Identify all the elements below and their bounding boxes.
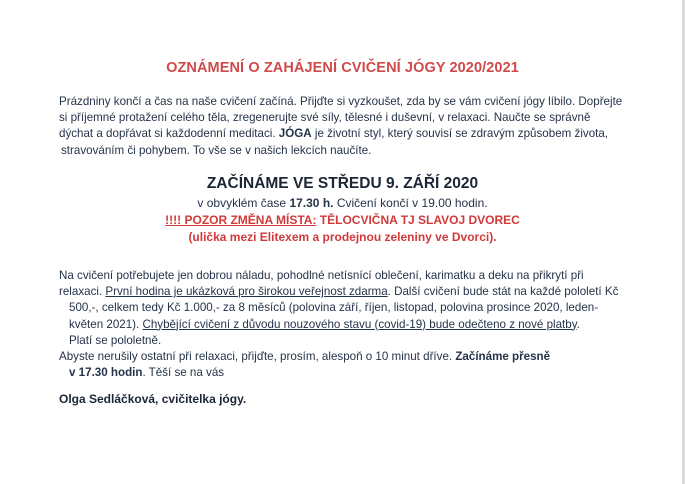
time-start: 17.30 h.	[289, 196, 334, 210]
info-line-3: 500,-, celkem tedy Kč 1.000,- za 8 měsíců (polovina září, říjen, listopad, polovina prosince 2020, leden-	[69, 301, 599, 315]
intro-line-3	[59, 126, 649, 142]
intro-line-3-start: dýchat a dopřávat si každodenní meditaci.	[59, 127, 279, 141]
start-exact-time: v 17.30 hodin	[69, 366, 143, 380]
info-line-5: Platí se pololetně.	[69, 333, 162, 347]
start-time	[0, 196, 685, 210]
intro-line-2: si příjemné protažení celého těla, zregenerujte své síly, tělesné i duševní, v relaxaci. Naučte se správně	[59, 111, 591, 125]
intro-line-3-end: je životní styl, který souvisí se zdravým způsobem života,	[311, 127, 609, 141]
info-line-4-end: .	[576, 317, 580, 331]
intro-line-1: Prázdniny končí a čas na naše cvičení začíná. Přijďte si vyzkoušet, zda by se vám cvičení jógy líbilo. Dopřejte	[59, 95, 623, 108]
location-warning	[0, 213, 685, 227]
time-end: Cvičení končí v 19.00 hodin.	[333, 196, 488, 210]
intro-line-4: stravováním či pohybem. To vše se v našich lekcích naučíte.	[61, 143, 372, 157]
info-line-4-start: květen 2021).	[69, 317, 143, 331]
start-heading: ZAČÍNÁME VE STŘEDU 9. ZÁŘÍ 2020	[206, 175, 479, 192]
info-line-6-start: Abyste nerušily ostatní při relaxaci, přijďte, prosím, alespoň o 10 minut dříve.	[59, 350, 456, 364]
start-exactly: Začínáme přesně	[455, 350, 551, 364]
signature: Olga Sedláčková, cvičitelka jógy.	[59, 392, 247, 406]
info-line-2	[59, 284, 639, 300]
info-line-2-start: relaxaci.	[59, 285, 106, 299]
new-location: TĚLOCVIČNA TJ SLAVOJ DVOREC	[316, 213, 520, 227]
joga-emphasis: JÓGA	[278, 127, 312, 141]
page-title: OZNÁMENÍ O ZAHÁJENÍ CVIČENÍ JÓGY 2020/2021	[166, 60, 519, 76]
free-first-lesson: První hodina je ukázková pro širokou veřejnost zdarma	[105, 285, 388, 299]
info-line-6	[59, 349, 639, 365]
warning-label: !!!! POZOR ZMĚNA MÍSTA:	[165, 213, 317, 227]
info-line-7	[59, 365, 639, 381]
time-prefix: v obvyklém čase	[197, 196, 290, 210]
location-note: (ulička mezi Elitexem a prodejnou zeleniny ve Dvorci).	[188, 230, 497, 244]
info-line-1: Na cvičení potřebujete jen dobrou náladu, pohodlné netísnící oblečení, karimatku a deku na přikrytí při	[59, 269, 584, 282]
missed-lessons-note: Chybějící cvičení z důvodu nouzového stavu (covid-19) bude odečteno z nové platby	[142, 317, 577, 331]
intro-paragraph	[59, 94, 649, 159]
info-paragraph	[59, 268, 639, 381]
info-line-4	[59, 317, 639, 333]
info-line-2-end: . Další cvičení bude stát na každé pololetí Kč	[387, 285, 619, 299]
info-line-7-end: . Těší se na vás	[142, 366, 225, 380]
